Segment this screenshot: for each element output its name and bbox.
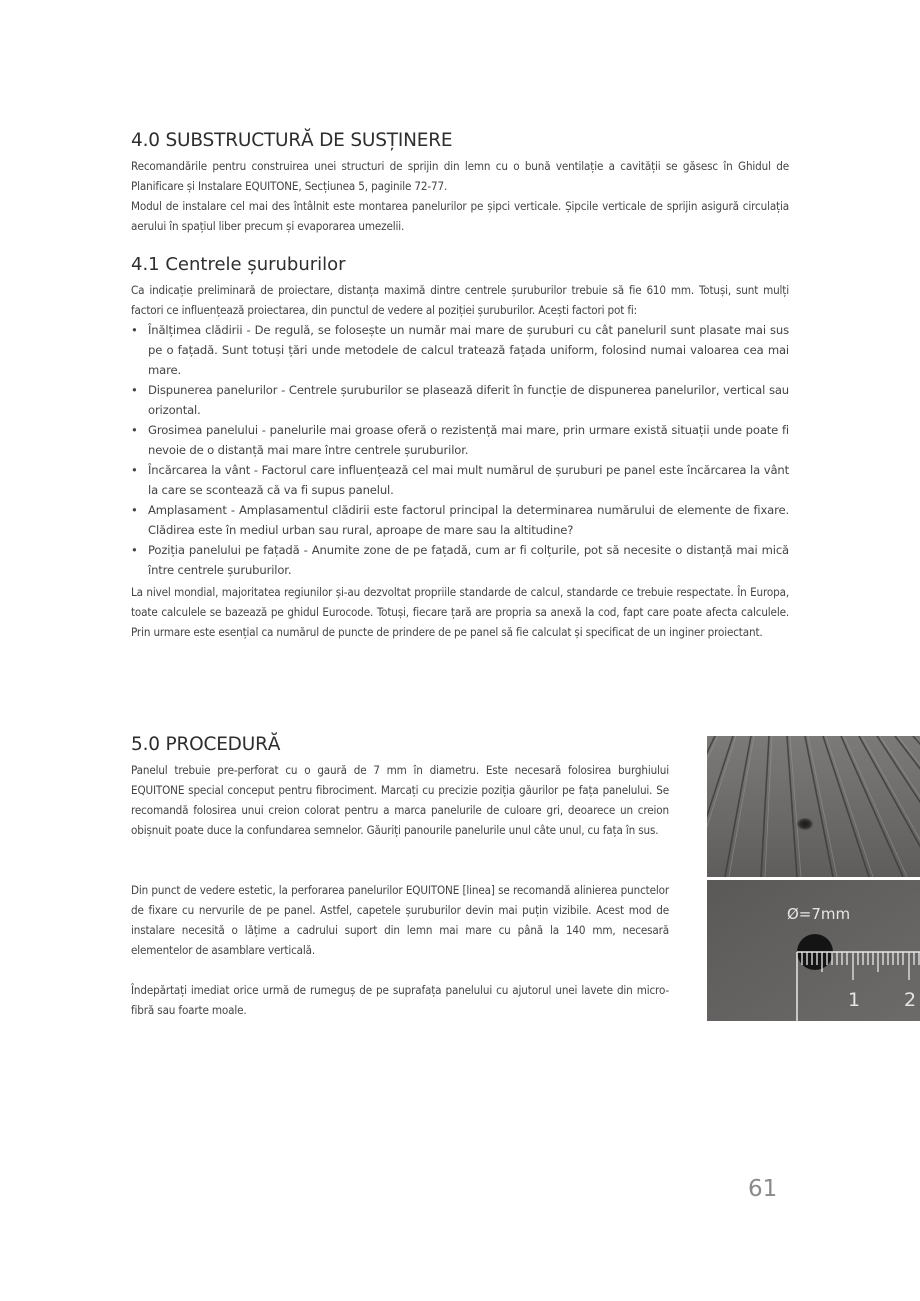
list-item (131, 380, 789, 420)
panel-ribs-photo (707, 736, 920, 877)
list-item (131, 320, 789, 380)
section-4-1-closing: La nivel mondial, majoritatea regiunilor și-au dezvoltat propriile standarde de calcul, standarde ce trebuie respectate. În Europa, toate calculele se bazează pe ghidul Eurocode. Totuși, fiecare țară are propria sa anexă la cod, fapt care poate afecta calculele. Prin urmare este esențial ca numărul de puncte de prindere de pe panel să fie calculat și specificat de un inginer proiectant. (131, 585, 789, 639)
section-4-paragraph-2: Modul de instalare cel mai des întâlnit este montarea panelurilor pe șipci verticale. Șipcile verticale de sprijin asigură circulația aerului în spațiul liber precum și evaporarea umezelii. (131, 199, 789, 233)
bullet: • (131, 423, 138, 437)
list-item (131, 540, 789, 580)
list-item-text: Încărcarea la vânt - Factorul care influențează cel mai mult numărul de șuruburi pe panel este încărcarea la vânt la care se scontează că va fi supus panelul. (148, 463, 789, 497)
bullet: • (131, 383, 138, 397)
ruler-photo (707, 880, 920, 1021)
section-4-title: 4.0 SUBSTRUCTURĂ DE SUSȚINERE (131, 130, 453, 151)
list-item-text: Amplasament - Amplasamentul clădirii este factorul principal la determinarea numărului de elemente de fixare. Clădirea este în mediul urban sau rural, aproape de mare sau la altitudine? (148, 503, 789, 537)
bullet: • (131, 323, 138, 337)
section-5-paragraph-3: Îndepărtați imediat orice urmă de rumeguș de pe suprafața panelului cu ajutorul unei lavete din micro-fibră sau foarte moale. (131, 983, 669, 1017)
bullet: • (131, 543, 138, 557)
section-5-paragraph-2: Din punct de vedere estetic, la perforarea panelurilor EQUITONE [linea] se recomandă alinierea punctelor de fixare cu nervurile de pe panel. Astfel, capetele șuruburilor devin mai puțin vizibile. Acest mod de instalare necesită o lățime a cadrului suport din lemn mai mare cu până la 140 mm, necesară elementelor de asamblare verticală. (131, 883, 669, 957)
list-item-text: Înălțimea clădirii - De regulă, se folosește un număr mai mare de șuruburi cu cât paneluril sunt plasate mai sus pe o fațadă. Sunt totuși țări unde metodele de calcul tratează fațada uniform, folosind numai valoarea cea mai mare. (148, 323, 789, 377)
section-4-1-intro: Ca indicație preliminară de proiectare, distanța maximă dintre centrele șuruburilor trebuie să fie 610 mm. Totuși, sunt mulți factori ce influențează proiectarea, din punctul de vedere al poziției șuruburilor. Acești factori pot fi: (131, 283, 789, 317)
diameter-label: Ø=7mm (787, 905, 851, 923)
section-4-paragraph-1: Recomandările pentru construirea unei structuri de sprijin din lemn cu o bună ventilație a cavității se găsesc în Ghidul de Planificare și Instalare EQUITONE, Secțiunea 5, paginile 72-77. (131, 159, 789, 193)
list-item-text: Dispunerea panelurilor - Centrele șuruburilor se plasează diferit în funcție de dispunerea panelurilor, vertical sau orizontal. (148, 383, 789, 417)
panel-ribs-image (707, 736, 920, 877)
ruler-number-1: 1 (848, 989, 861, 1011)
list-item (131, 500, 789, 540)
factors-list (131, 320, 789, 580)
section-5-paragraph-1: Panelul trebuie pre-perforat cu o gaură de 7 mm în diametru. Este necesară folosirea burghiului EQUITONE special conceput pentru fibrociment. Marcați cu precizie poziția găurilor pe fața panelului. Se recomandă folosirea unui creion colorat pentru a marca panelurile de culoare gri, deoarece un creion obișnuit poate duce la confundarea semnelor. Găuriți panourile panelurile unul câte unul, cu fața în sus. (131, 763, 669, 837)
list-item (131, 460, 789, 500)
list-item-text: Grosimea panelului - panelurile mai groase oferă o rezistență mai mare, prin urmare există situații unde poate fi nevoie de o distanță mai mare între centrele șuruburilor. (148, 423, 789, 457)
ruler-image (707, 880, 920, 1021)
bullet: • (131, 463, 138, 477)
list-item-text: Poziția panelului pe fațadă - Anumite zone de pe fațadă, cum ar fi colțurile, pot să necesite o distanță mai mică între centrele șuruburilor. (148, 543, 789, 577)
list-item (131, 420, 789, 460)
section-5-title: 5.0 PROCEDURĂ (131, 734, 281, 755)
bullet: • (131, 503, 138, 517)
section-4-1-title: 4.1 Centrele șuruburilor (131, 254, 346, 275)
page-number: 61 (748, 1176, 778, 1202)
ruler-number-2: 2 (904, 989, 917, 1011)
